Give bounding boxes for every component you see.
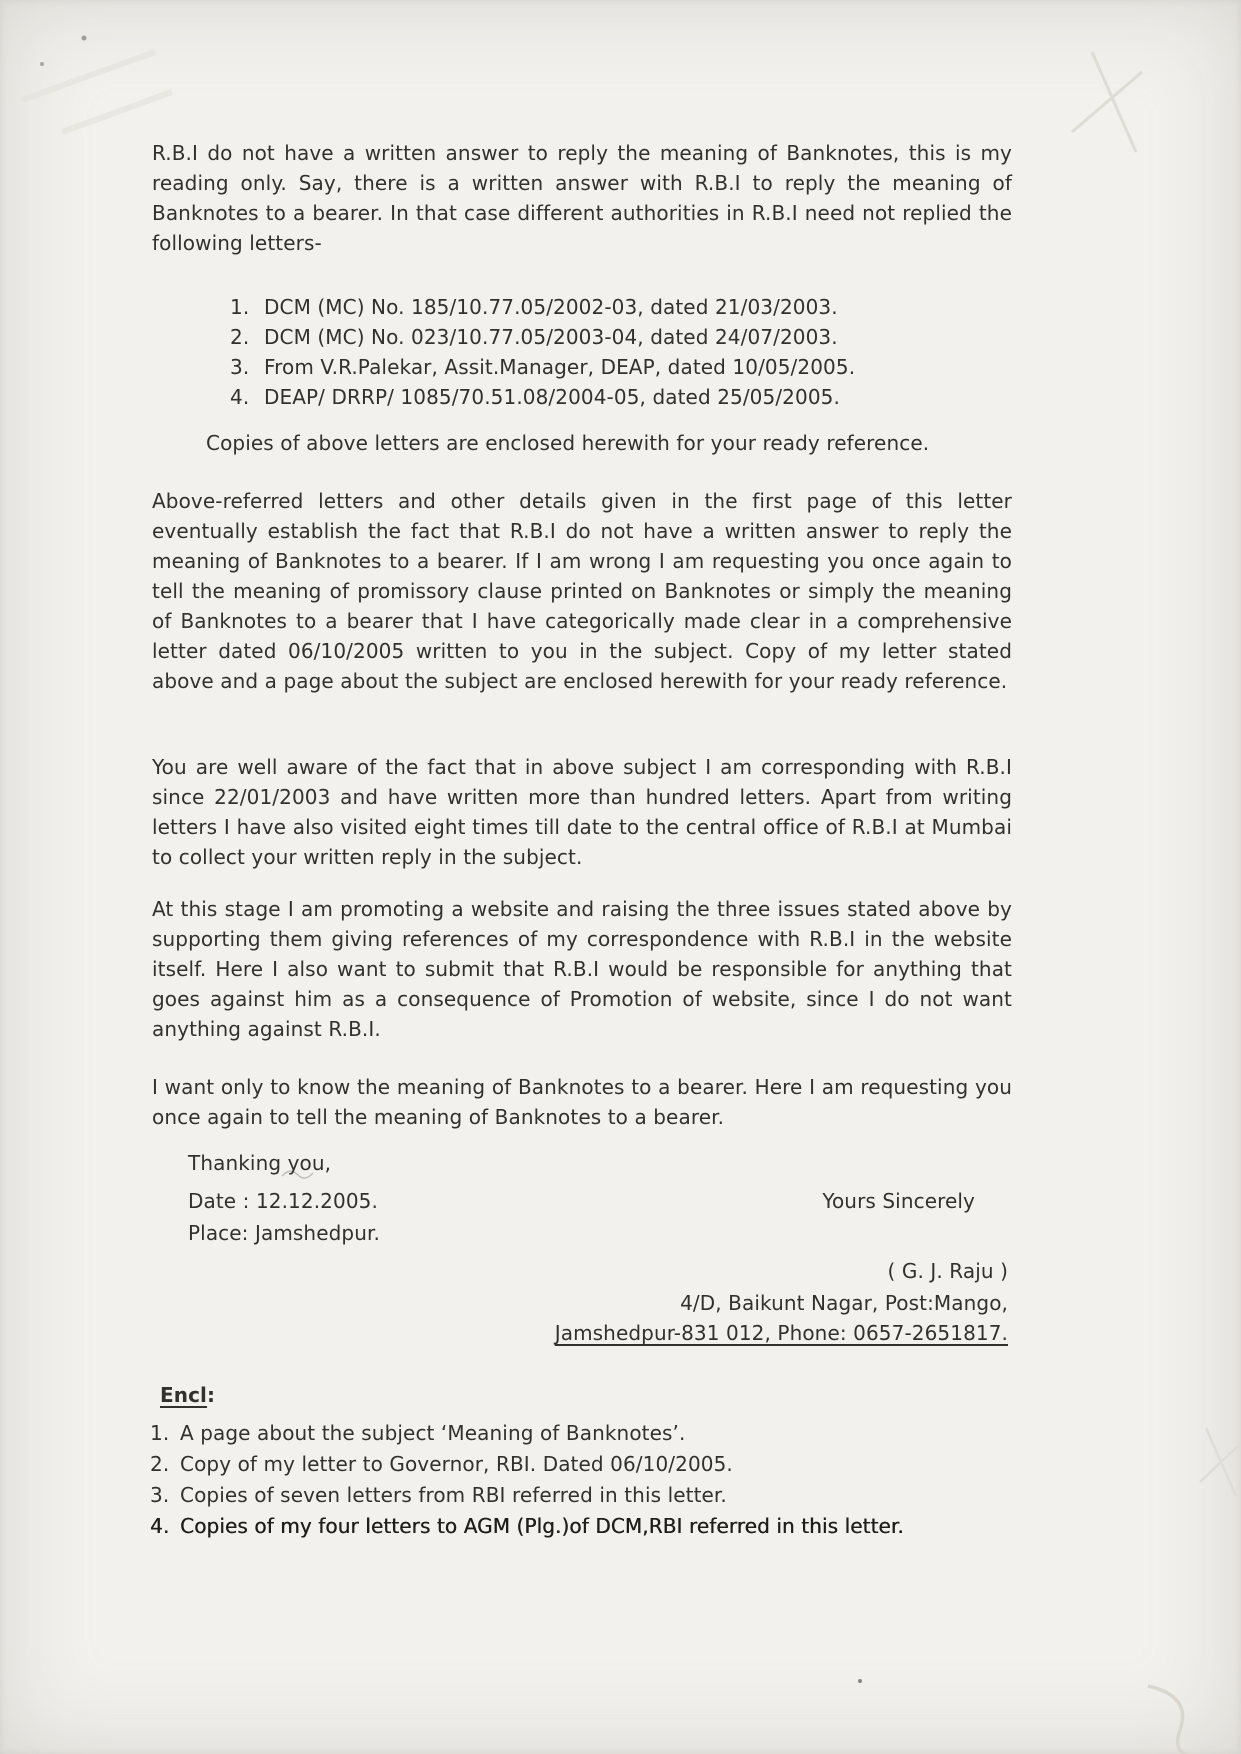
list-item-text: Copy of my letter to Governor, RBI. Dated 06/10/2005. xyxy=(180,1452,733,1476)
list-item-number: 3. xyxy=(230,355,250,379)
list-item-text: From V.R.Palekar, Assit.Manager, DEAP, dated 10/05/2005. xyxy=(264,355,856,379)
enclosures-list xyxy=(150,1418,1110,1542)
pencil-x-mark-right xyxy=(1200,1428,1238,1496)
list-item-text: DCM (MC) No. 185/10.77.05/2002-03, dated 21/03/2003. xyxy=(264,295,838,319)
thanking-you-line: Thanking you, xyxy=(188,1151,332,1175)
list-item xyxy=(150,1480,1110,1511)
list-item xyxy=(230,322,1050,352)
enclosures-heading xyxy=(160,1380,215,1410)
list-item xyxy=(230,292,1050,322)
list-item-text: DCM (MC) No. 023/10.77.05/2003-04, dated 24/07/2003. xyxy=(264,325,838,349)
list-item-text: DEAP/ DRRP/ 1085/70.51.08/2004-05, dated 25/05/2005. xyxy=(264,385,840,409)
pencil-flourish xyxy=(1148,1686,1202,1754)
date-line: Date : 12.12.2005. xyxy=(188,1189,378,1213)
reference-letter-list xyxy=(230,292,1050,412)
list-item-number: 3. xyxy=(150,1483,170,1507)
list-item-text: Copies of my four letters to AGM (Plg.)of DCM,RBI referred in this letter. xyxy=(180,1514,904,1538)
paragraph-corresponding-since-2003: You are well aware of the fact that in above subject I am corresponding with R.B.I since 22/01/2003 and have written more than hundred letters. Apart from writing letters I have also visited eight times till date to the central office of R.B.I at Mumbai to collect your written reply in the subject. xyxy=(152,755,1012,869)
list-item xyxy=(150,1418,1110,1449)
list-item-text: Copies of seven letters from RBI referred in this letter. xyxy=(180,1483,727,1507)
copies-enclosed-note: Copies of above letters are enclosed herewith for your ready reference. xyxy=(206,431,930,455)
list-item xyxy=(230,352,1050,382)
speck xyxy=(858,1679,862,1683)
list-item xyxy=(150,1511,1110,1542)
list-item xyxy=(150,1449,1110,1480)
signature-name: ( G. J. Raju ) xyxy=(887,1259,1008,1283)
signature-address-line2: Jamshedpur-831 012, Phone: 0657-2651817. xyxy=(554,1321,1008,1345)
enclosures-colon: : xyxy=(207,1383,216,1407)
list-item-number: 4. xyxy=(230,385,250,409)
place-line: Place: Jamshedpur. xyxy=(188,1221,380,1245)
speck xyxy=(82,36,87,41)
signature-address-line1: 4/D, Baikunt Nagar, Post:Mango, xyxy=(680,1291,1008,1315)
paragraph-above-referred-letters: Above-referred letters and other details given in the first page of this letter eventually establish the fact that R.B.I do not have a written answer to reply the meaning of Banknotes to a bearer. If I am wrong I am requesting you once again to tell the meaning of promissory clause printed on Banknotes or simply the meaning of Banknotes to a bearer that I have categorically made clear in a comprehensive letter dated 06/10/2005 written to you in the subject. Copy of my letter stated above and a page about the subject are enclosed herewith for your ready reference. xyxy=(152,489,1012,693)
list-item-number: 1. xyxy=(230,295,250,319)
list-item-number: 2. xyxy=(150,1452,170,1476)
paragraph-rbi-no-written-answer: R.B.I do not have a written answer to reply the meaning of Banknotes, this is my reading only. Say, there is a written answer with R.B.I to reply the meaning of Banknotes to a bearer. In that case different authorities in R.B.I need not replied the following letters- xyxy=(152,141,1012,255)
list-item-text: A page about the subject ‘Meaning of Banknotes’. xyxy=(180,1421,686,1445)
crease-mark xyxy=(22,52,172,132)
enclosures-label: Encl xyxy=(160,1383,208,1407)
speck xyxy=(40,62,44,66)
paragraph-promoting-website: At this stage I am promoting a website and raising the three issues stated above by supporting them giving references of my correspondence with R.B.I in the website itself. Here I also want to submit that R.B.I would be responsible for anything that goes against him as a consequence of Promotion of website, since I do not want anything against R.B.I. xyxy=(152,897,1012,1041)
paragraph-want-to-know-meaning: I want only to know the meaning of Banknotes to a bearer. Here I am requesting you once again to tell the meaning of Banknotes to a bearer. xyxy=(152,1075,1012,1129)
list-item-number: 2. xyxy=(230,325,250,349)
list-item-number: 1. xyxy=(150,1421,170,1445)
pencil-x-mark xyxy=(1072,52,1142,152)
list-item-number: 4. xyxy=(150,1514,170,1538)
yours-sincerely-line: Yours Sincerely xyxy=(822,1189,975,1213)
list-item xyxy=(230,382,1050,412)
